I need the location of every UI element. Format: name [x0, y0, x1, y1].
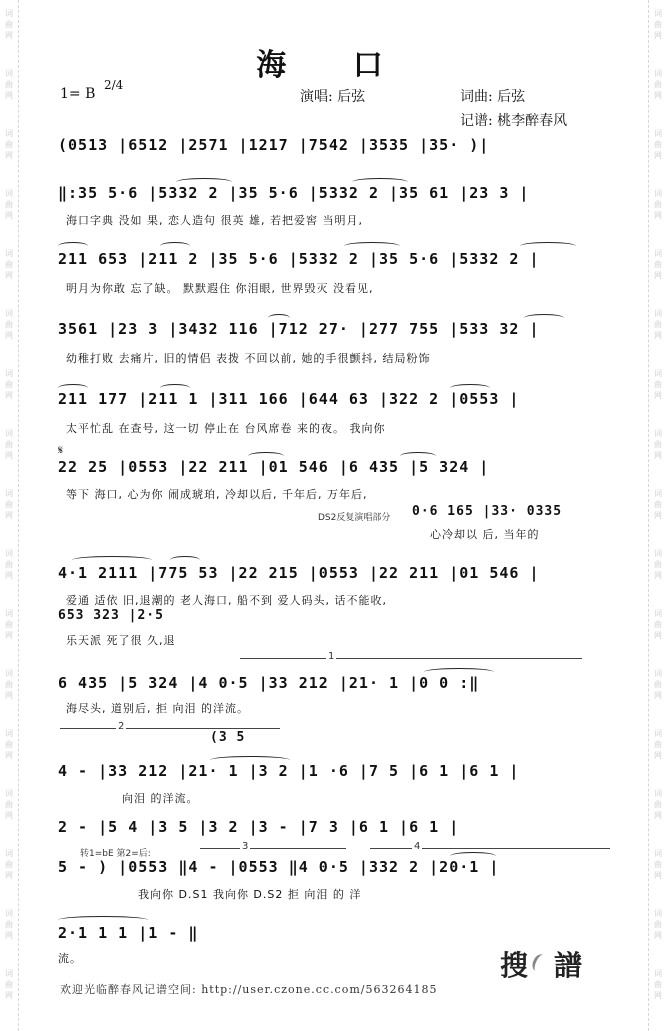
- score-row-chorus-2: 4·1 2111 |775 53 |22 215 |0553 |22 211 |01 546 |: [58, 564, 540, 582]
- volta-4-label: 4: [414, 841, 421, 852]
- score-row-chorus-end: 6 435 |5 324 |4 0·5 |33 212 |21· 1 |0 0 :‖: [58, 674, 480, 692]
- score-row-intro: (0513 |6512 |2571 |1217 |7542 |3535 |35· )|: [58, 136, 490, 154]
- tie-mark: [58, 916, 148, 924]
- watermark-text: 词 曲 网: [5, 249, 13, 280]
- score-row-verse-1: ‖:35 5·6 |5332 2 |35 5·6 |5332 2 |35 61 |23 3 |: [58, 184, 530, 202]
- ds2-instruction: DS2反复演唱部分: [318, 513, 391, 523]
- singer-credit: 演唱: 后弦: [300, 89, 366, 105]
- score-row-interlude-2: 2 - |5 4 |3 5 |3 2 |3 - |7 3 |6 1 |6 1 |: [58, 818, 460, 836]
- score-row-interlude-1: 4 - |33 212 |21· 1 |3 2 |1 ·6 |7 5 |6 1 |6 1 |: [58, 762, 520, 780]
- score-row-interlude-upper: (3 5: [210, 730, 246, 745]
- watermark-text: 词 曲 网: [654, 969, 662, 1000]
- watermark-text: 词 曲 网: [654, 489, 662, 520]
- time-signature: 2/4: [104, 78, 124, 92]
- watermark-text: 词 曲 网: [654, 9, 662, 40]
- watermark-text: 词 曲 网: [654, 309, 662, 340]
- watermark-text: 词 曲 网: [5, 309, 13, 340]
- lyric-row-coda-1: 我向你 D.S1 我向你 D.S2 拒 向泪 的 洋: [138, 888, 362, 901]
- volta-2-bracket: [60, 728, 280, 729]
- lyric-row-ds2-insert: 心冷却以 后, 当年的: [430, 528, 540, 541]
- watermark-text: 词 曲 网: [5, 969, 13, 1000]
- lyric-row-verse-1: 海口字典 没如 果, 恋人造句 很英 雄, 若把爱窖 当明月,: [66, 214, 363, 227]
- score-row-chorus-1: 22 25 |0553 |22 211 |01 546 |6 435 |5 324 |: [58, 458, 490, 476]
- volta-3-bracket: [200, 848, 346, 849]
- watermark-text: 词 曲 网: [5, 849, 13, 880]
- song-title: 海 口: [256, 48, 411, 83]
- tie-mark: [344, 242, 400, 250]
- score-row-coda-1: 5 - ) |0553 ‖4 - |0553 ‖4 0·5 |332 2 |20·1 |: [58, 858, 500, 876]
- watermark-text: 词 曲 网: [654, 729, 662, 760]
- watermark-text: 词 曲 网: [5, 489, 13, 520]
- lyric-row-verse-2: 明月为你敢 忘了缺。 默默遐住 你泪眼, 世界毁灭 没看见,: [66, 282, 374, 295]
- lyric-row-verse-3: 幼稚打败 去痛片, 旧的情侣 表拨 不回以前, 她的手很颤抖, 结局粉饰: [66, 352, 431, 365]
- watermark-text: 词 曲 网: [654, 669, 662, 700]
- lyric-row-chorus-3: 乐天派 死了很 久,退: [66, 634, 176, 647]
- footer-credit: 欢迎光临醉春风记谱空间: http://user.czone.cc.com/563264185: [60, 983, 438, 996]
- lyric-row-verse-4: 太平忙乱 在查号, 这一切 停止在 台风席卷 来的夜。 我向你: [66, 422, 386, 435]
- watermark-text: 词 曲 网: [654, 369, 662, 400]
- watermark-text: 词 曲 网: [654, 549, 662, 580]
- lyric-row-chorus-end: 海尽头, 道别后, 拒 向泪 的洋流。: [66, 702, 249, 715]
- watermark-text: 词 曲 网: [654, 129, 662, 160]
- watermark-text: 词 曲 网: [5, 729, 13, 760]
- score-row-verse-3: 3561 |23 3 |3432 116 |712 27· |277 755 |533 32 |: [58, 320, 540, 338]
- watermark-text: 词 曲 网: [654, 189, 662, 220]
- watermark-text: 词 曲 网: [654, 69, 662, 100]
- watermark-text: 词 曲 网: [5, 9, 13, 40]
- watermark-text: 词 曲 网: [654, 849, 662, 880]
- lyric-row-chorus-2: 爱通 适依 旧,退潮的 老人海口, 船不到 爱人码头, 话不能收,: [66, 594, 387, 607]
- key-signature: 1= B: [60, 86, 96, 102]
- watermark-text: 词 曲 网: [654, 909, 662, 940]
- segno-mark: 𝄋: [58, 443, 64, 457]
- score-row-ds2-insert: 0·6 165 |33· 0335: [412, 504, 563, 519]
- lyric-row-coda-2: 流。: [58, 952, 82, 965]
- watermark-text: 词 曲 网: [5, 549, 13, 580]
- lyric-row-interlude-1: 向泪 的洋流。: [122, 792, 199, 805]
- watermark-text: 词 曲 网: [654, 249, 662, 280]
- watermark-text: 词 曲 网: [654, 429, 662, 460]
- tie-mark: [170, 556, 200, 564]
- score-row-chorus-3: 653 323 |2·5: [58, 608, 164, 623]
- sopu-logo: 搜譜: [500, 949, 609, 982]
- volta-3-label: 3: [242, 841, 249, 852]
- tie-mark: [58, 242, 88, 250]
- volta-1-label: 1: [328, 651, 335, 662]
- watermark-text: 词 曲 网: [654, 789, 662, 820]
- watermark-text: 词 曲 网: [5, 369, 13, 400]
- score-row-coda-2: 2·1 1 1 |1 - ‖: [58, 924, 199, 942]
- tie-mark: [520, 242, 576, 250]
- transcriber-credit: 记谱: 桃李醉春风: [460, 113, 568, 129]
- watermark-text: 词 曲 网: [5, 189, 13, 220]
- watermark-text: 词 曲 网: [5, 129, 13, 160]
- composer-credit: 词曲: 后弦: [460, 89, 526, 105]
- watermark-text: 词 曲 网: [5, 429, 13, 460]
- watermark-text: 词 曲 网: [654, 609, 662, 640]
- watermark-text: 词 曲 网: [5, 789, 13, 820]
- volta-4-bracket: [370, 848, 610, 849]
- tie-mark: [72, 556, 152, 564]
- volta-2-label: 2: [118, 721, 125, 732]
- key-change-note: 转1=bE 第2=后:: [80, 849, 151, 859]
- watermark-text: 词 曲 网: [5, 609, 13, 640]
- tie-mark: [160, 242, 190, 250]
- volta-1-bracket: [240, 658, 582, 659]
- score-row-verse-4: 211 177 |211 1 |311 166 |644 63 |322 2 |0553 |: [58, 390, 520, 408]
- lyric-row-chorus-1: 等下 海口, 心为你 闹成琥珀, 冷却以后, 千年后, 万年后,: [66, 488, 368, 501]
- watermark-text: 词 曲 网: [5, 909, 13, 940]
- score-row-verse-2: 211 653 |211 2 |35 5·6 |5332 2 |35 5·6 |5332 2 |: [58, 250, 540, 268]
- watermark-text: 词 曲 网: [5, 669, 13, 700]
- watermark-text: 词 曲 网: [5, 69, 13, 100]
